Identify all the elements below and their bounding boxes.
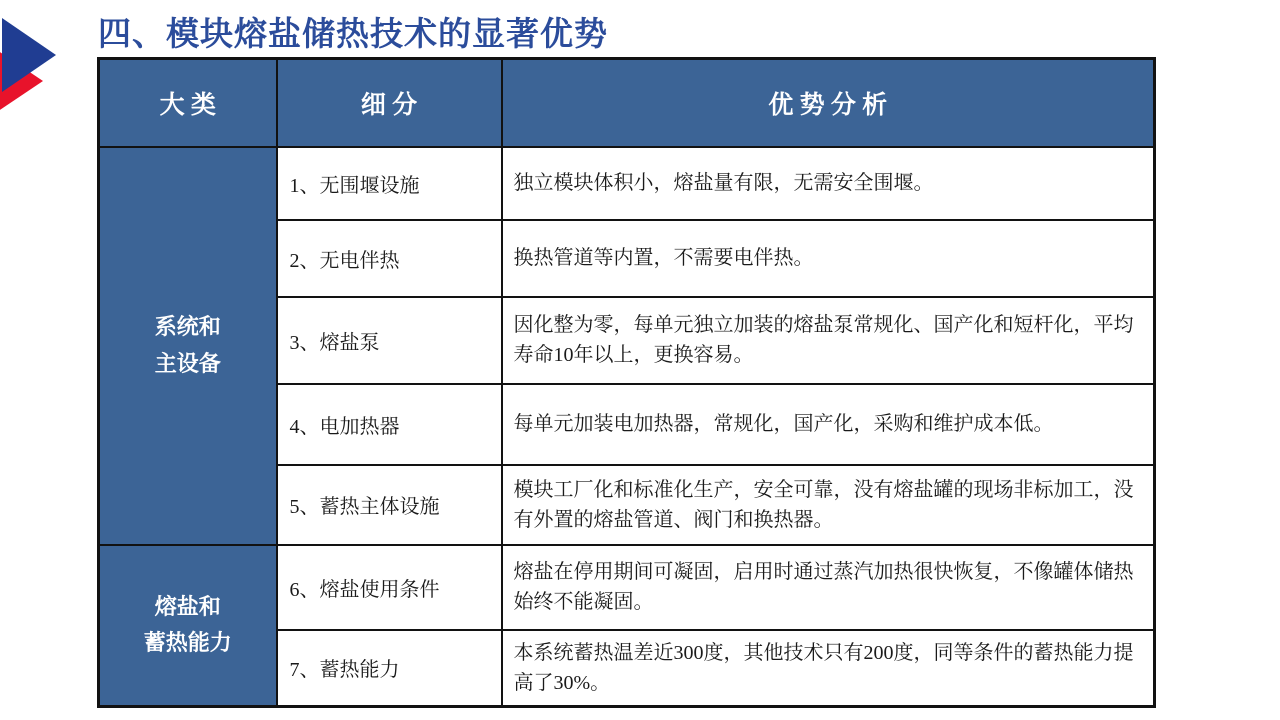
group-cell-salt-capacity	[99, 545, 277, 707]
group-label-line: 熔盐和	[154, 593, 221, 619]
corner-arrow-decoration	[0, 0, 70, 130]
header-analysis: 优 势 分 析	[502, 59, 1155, 147]
analysis-cell: 每单元加装电加热器，常规化，国产化，采购和维护成本低。	[502, 384, 1155, 465]
subdivision-cell: 6、熔盐使用条件	[277, 545, 502, 630]
subdivision-cell: 7、蓄热能力	[277, 630, 502, 707]
table-row	[99, 147, 1155, 220]
page-title: 四、模块熔盐储热技术的显著优势	[98, 17, 608, 53]
group-label-line: 蓄热能力	[143, 630, 232, 656]
analysis-cell: 独立模块体积小，熔盐量有限，无需安全围堰。	[502, 147, 1155, 220]
group-label-line: 主设备	[154, 350, 221, 376]
table-row	[99, 545, 1155, 630]
subdivision-cell: 2、无电伴热	[277, 220, 502, 297]
header-category: 大 类	[99, 59, 277, 147]
group-label-line: 系统和	[154, 314, 221, 340]
subdivision-cell: 3、熔盐泵	[277, 297, 502, 384]
subdivision-cell: 1、无围堰设施	[277, 147, 502, 220]
table-header-row	[99, 59, 1155, 147]
analysis-cell: 本系统蓄热温差近300度，其他技术只有200度，同等条件的蓄热能力提高了30%。	[502, 630, 1155, 707]
analysis-cell: 熔盐在停用期间可凝固，启用时通过蒸汽加热很快恢复，不像罐体储热始终不能凝固。	[502, 545, 1155, 630]
subdivision-cell: 5、蓄热主体设施	[277, 465, 502, 545]
analysis-cell: 因化整为零，每单元独立加装的熔盐泵常规化、国产化和短杆化，平均寿命10年以上，更换容易。	[502, 297, 1155, 384]
advantages-table	[97, 57, 1156, 708]
analysis-cell: 换热管道等内置，不需要电伴热。	[502, 220, 1155, 297]
header-subdivision: 细 分	[277, 59, 502, 147]
subdivision-cell: 4、电加热器	[277, 384, 502, 465]
analysis-cell: 模块工厂化和标准化生产，安全可靠，没有熔盐罐的现场非标加工，没有外置的熔盐管道、阀门和换热器。	[502, 465, 1155, 545]
group-cell-system-equipment	[99, 147, 277, 545]
